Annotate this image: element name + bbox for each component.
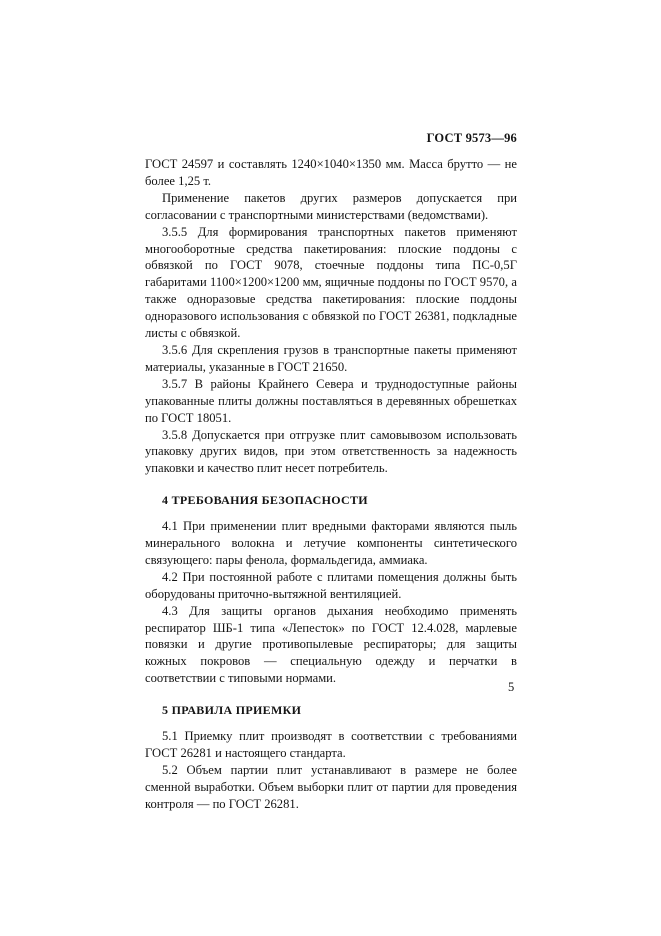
paragraph-3-5-5: 3.5.5 Для формирования транспортных пакетов применяют многооборотные средства пакетирования: плоские поддоны с обвязкой по ГОСТ 9078, стоечные поддоны типа ПС-0,5Г габаритами 1100×1200×1200 мм, ящичные поддоны по ГОСТ 9570, а также одноразовые средства пакетирования: плоские поддоны одноразового использования с обвязкой по ГОСТ 26381, подкладные листы с обвязкой. (145, 224, 517, 341)
document-code-header: ГОСТ 9573—96 (426, 131, 517, 145)
paragraph-5-2: 5.2 Объем партии плит устанавливают в размере не более сменной выработки. Объем выборки плит от партии для проведения контроля — по ГОСТ 26281. (145, 762, 517, 811)
page-number: 5 (508, 680, 515, 694)
paragraph-5-1: 5.1 Приемку плит производят в соответствии с требованиями ГОСТ 26281 и настоящего стандарта. (145, 729, 517, 760)
paragraph-3-5-7: 3.5.7 В районы Крайнего Севера и труднодоступные районы упакованные плиты должны поставляться в деревянных обрешетках по ГОСТ 18051. (145, 376, 517, 425)
paragraph-4-3: 4.3 Для защиты органов дыхания необходимо применять респиратор ШБ-1 типа «Лепесток» по ГОСТ 12.4.028, марлевые повязки и другие противопылевые респираторы; для защиты кожных покровов — специальную одежду и перчатки в соответствии с типовыми нормами. (145, 603, 517, 686)
paragraph-3-5-8: 3.5.8 Допускается при отгрузке плит самовывозом использовать упаковку других видов, при этом ответственность за надежность упаковки и качество плит несет потребитель. (145, 427, 517, 476)
paragraph-pallet-dimensions: ГОСТ 24597 и составлять 1240×1040×1350 мм. Масса брутто — не более 1,25 т. (145, 157, 517, 188)
document-body (145, 156, 517, 813)
paragraph-4-1: 4.1 При применении плит вредными факторами являются пыль минерального волокна и летучие компоненты синтетического связующего: пары фенола, формальдегида, аммиака. (145, 519, 517, 567)
paragraph-4-2: 4.2 При постоянной работе с плитами помещения должны быть оборудованы приточно-вытяжной вентиляцией. (145, 569, 517, 601)
section-4-title: 4 ТРЕБОВАНИЯ БЕЗОПАСНОСТИ (162, 493, 368, 508)
paragraph-other-packages: Применение пакетов других размеров допускается при согласовании с транспортными министерствами (ведомствами). (145, 190, 517, 222)
section-5-title: 5 ПРАВИЛА ПРИЕМКИ (162, 703, 302, 718)
paragraph-3-5-6: 3.5.6 Для скрепления грузов в транспортные пакеты применяют материалы, указанные в ГОСТ 21650. (145, 342, 517, 374)
